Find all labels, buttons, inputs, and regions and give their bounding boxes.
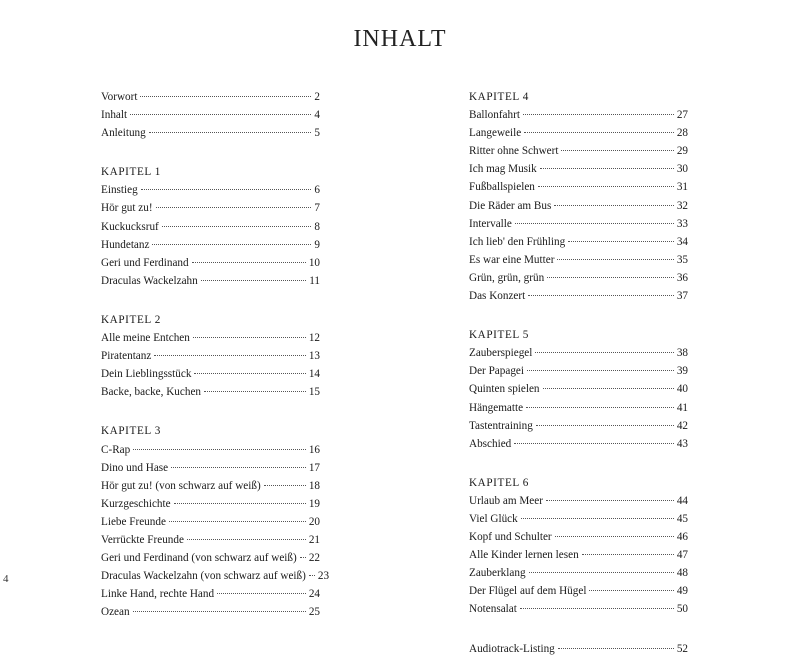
toc-entry-title: Vorwort bbox=[101, 91, 138, 103]
toc-entry bbox=[469, 124, 688, 142]
toc-entry-title: Quinten spielen bbox=[469, 383, 540, 396]
toc-entry bbox=[101, 88, 320, 106]
toc-entry-title: Es war eine Mutter bbox=[469, 253, 555, 266]
toc-entry-title: Ballonfahrt bbox=[469, 109, 520, 122]
toc-entry-title: C-Rap bbox=[101, 443, 131, 456]
dot-leader bbox=[538, 186, 674, 187]
dot-leader bbox=[527, 370, 674, 371]
dot-leader bbox=[536, 425, 674, 426]
dot-leader bbox=[217, 593, 306, 594]
toc-entry-page: 43 bbox=[676, 437, 688, 450]
toc-entry-title: Draculas Wackelzahn bbox=[101, 274, 198, 287]
toc-entry bbox=[101, 218, 320, 236]
toc-entry bbox=[469, 417, 688, 435]
toc-entry bbox=[101, 513, 320, 531]
toc-entry-page: 30 bbox=[676, 163, 688, 176]
toc-entry-page: 41 bbox=[676, 401, 688, 414]
toc-entry-title: Hör gut zu! bbox=[101, 202, 153, 215]
toc-entry-title: Dein Lieblingsstück bbox=[101, 368, 192, 381]
toc-entry-title: Kopf und Schulter bbox=[469, 531, 552, 544]
toc-entry-page: 5 bbox=[314, 127, 320, 140]
toc-entry bbox=[101, 531, 320, 549]
toc-entry-page: 37 bbox=[676, 290, 688, 303]
dot-leader bbox=[546, 500, 674, 501]
toc-chapter-4 bbox=[469, 88, 688, 305]
toc-entry-title: Abschied bbox=[469, 437, 512, 450]
dot-leader bbox=[130, 114, 311, 115]
dot-leader bbox=[133, 449, 306, 450]
dot-leader bbox=[187, 539, 306, 540]
toc-entry-page: 4 bbox=[314, 109, 320, 122]
chapter-heading: KAPITEL 5 bbox=[469, 329, 529, 342]
toc-entry-title: Anleitung bbox=[101, 127, 146, 140]
toc-entry-page: 25 bbox=[308, 606, 320, 619]
toc-entry bbox=[469, 287, 688, 305]
toc-entry bbox=[469, 160, 688, 178]
toc-entry bbox=[101, 477, 320, 495]
toc-entry-page: 40 bbox=[676, 383, 688, 396]
toc-entry-page: 32 bbox=[676, 199, 688, 212]
toc-entry-title: Alle Kinder lernen lesen bbox=[469, 549, 579, 562]
toc-entry-page: 21 bbox=[308, 533, 320, 546]
toc-entry-title: Langeweile bbox=[469, 127, 522, 140]
dot-leader bbox=[156, 207, 312, 208]
toc-appendix-group bbox=[469, 640, 688, 658]
toc-entry bbox=[101, 106, 320, 124]
toc-entry-title: Alle meine Entchen bbox=[101, 332, 190, 345]
dot-leader bbox=[141, 189, 312, 190]
toc-left-column bbox=[101, 88, 330, 621]
dot-leader bbox=[149, 132, 312, 133]
toc-entry-page: 46 bbox=[676, 531, 688, 544]
dot-leader bbox=[543, 388, 674, 389]
toc-entry bbox=[469, 510, 688, 528]
toc-chapter-5 bbox=[469, 326, 688, 453]
dot-leader bbox=[193, 337, 306, 338]
toc-entry-page: 9 bbox=[314, 238, 320, 251]
toc-entry bbox=[469, 546, 688, 564]
toc-entry-title: Ich lieb' den Frühling bbox=[469, 235, 566, 248]
toc-entry-title: Backe, backe, Kuchen bbox=[101, 386, 202, 399]
toc-entry bbox=[469, 435, 688, 453]
toc-entry-page: 16 bbox=[308, 443, 320, 456]
toc-entry-title: Ich mag Musik bbox=[469, 163, 537, 176]
toc-entry bbox=[101, 181, 320, 199]
dot-leader bbox=[529, 572, 674, 573]
toc-entry-page: 23 bbox=[317, 570, 330, 583]
dot-leader bbox=[169, 521, 306, 522]
toc-entry-page: 44 bbox=[676, 494, 688, 507]
dot-leader bbox=[162, 226, 312, 227]
dot-leader bbox=[194, 373, 305, 374]
toc-entry-title: Hör gut zu! (von schwarz auf weiß) bbox=[101, 479, 261, 492]
toc-entry-title: Kurzgeschichte bbox=[101, 497, 171, 510]
toc-entry-title: Ozean bbox=[101, 606, 130, 619]
toc-entry bbox=[101, 236, 320, 254]
toc-entry-title: Intervalle bbox=[469, 217, 512, 230]
toc-entry-title: Zauberspiegel bbox=[469, 347, 533, 360]
dot-leader bbox=[582, 554, 674, 555]
toc-entry bbox=[469, 178, 688, 196]
dot-leader bbox=[514, 443, 674, 444]
toc-entry bbox=[101, 603, 320, 621]
toc-entry bbox=[469, 582, 688, 600]
dot-leader bbox=[555, 536, 674, 537]
toc-entry-page: 42 bbox=[676, 419, 688, 432]
toc-chapter-6 bbox=[469, 474, 688, 619]
dot-leader bbox=[557, 259, 673, 260]
toc-chapter-2 bbox=[101, 311, 320, 401]
toc-entry bbox=[469, 362, 688, 380]
toc-entry-title: Piratentanz bbox=[101, 350, 152, 363]
dot-leader bbox=[174, 503, 306, 504]
dot-leader bbox=[535, 352, 673, 353]
toc-entry-page: 15 bbox=[308, 386, 320, 399]
toc-entry bbox=[101, 347, 320, 365]
toc-entry bbox=[101, 495, 320, 513]
toc-entry-title: Inhalt bbox=[101, 109, 128, 122]
dot-leader bbox=[547, 277, 674, 278]
toc-entry bbox=[101, 585, 320, 603]
toc-entry-title: Geri und Ferdinand (von schwarz auf weiß) bbox=[101, 552, 297, 565]
toc-entry bbox=[101, 567, 330, 585]
dot-leader bbox=[554, 205, 673, 206]
toc-entry bbox=[469, 215, 688, 233]
toc-entry-page: 6 bbox=[314, 184, 320, 197]
toc-entry bbox=[101, 549, 320, 567]
toc-entry bbox=[469, 233, 688, 251]
toc-entry-page: 33 bbox=[676, 217, 688, 230]
toc-entry bbox=[101, 383, 320, 401]
dot-leader bbox=[540, 168, 674, 169]
toc-entry-title: Dino und Hase bbox=[101, 461, 169, 474]
toc-entry bbox=[101, 441, 320, 459]
chapter-heading: KAPITEL 6 bbox=[469, 476, 529, 489]
toc-entry-title: Viel Glück bbox=[469, 512, 518, 525]
dot-leader bbox=[528, 295, 674, 296]
dot-leader bbox=[154, 355, 305, 356]
toc-entry bbox=[469, 564, 688, 582]
toc-intro-group bbox=[101, 88, 320, 142]
toc-entry-title: Der Papagei bbox=[469, 365, 524, 378]
toc-entry-page: 45 bbox=[676, 512, 688, 525]
toc-entry-title: Tastentraining bbox=[469, 419, 533, 432]
toc-entry-page: 24 bbox=[308, 588, 320, 601]
dot-leader bbox=[520, 608, 674, 609]
toc-entry-page: 12 bbox=[308, 332, 320, 345]
toc-entry-page: 20 bbox=[308, 515, 320, 528]
toc-entry-title: Der Flügel auf dem Hügel bbox=[469, 585, 587, 598]
toc-entry-page: 11 bbox=[309, 274, 320, 287]
toc-chapter-1 bbox=[101, 163, 320, 290]
toc-entry-title: Linke Hand, rechte Hand bbox=[101, 588, 215, 601]
toc-entry-title: Ritter ohne Schwert bbox=[469, 145, 559, 158]
toc-entry-page: 39 bbox=[676, 365, 688, 378]
toc-entry-page: 19 bbox=[308, 497, 320, 510]
toc-entry-page: 2 bbox=[314, 91, 320, 103]
toc-entry-title: Die Räder am Bus bbox=[469, 199, 552, 212]
dot-leader bbox=[524, 132, 674, 133]
toc-entry bbox=[101, 254, 320, 272]
toc-entry bbox=[469, 380, 688, 398]
toc-entry-page: 10 bbox=[308, 256, 320, 269]
toc-entry-title: Fußballspielen bbox=[469, 181, 535, 194]
toc-entry-title: Liebe Freunde bbox=[101, 515, 166, 528]
toc-entry-title: Hängematte bbox=[469, 401, 524, 414]
toc-entry-page: 48 bbox=[676, 567, 688, 580]
toc-entry-page: 31 bbox=[676, 181, 688, 194]
toc-entry-page: 27 bbox=[676, 109, 688, 122]
toc-entry-page: 8 bbox=[314, 220, 320, 233]
toc-entry bbox=[469, 640, 688, 658]
dot-leader bbox=[521, 518, 674, 519]
toc-entry-page: 35 bbox=[676, 253, 688, 266]
toc-entry bbox=[469, 142, 688, 160]
toc-entry-title: Einstieg bbox=[101, 184, 138, 197]
dot-leader bbox=[526, 407, 674, 408]
toc-entry-title: Geri und Ferdinand bbox=[101, 256, 189, 269]
toc-entry-title: Verrückte Freunde bbox=[101, 533, 184, 546]
toc-entry bbox=[101, 272, 320, 290]
dot-leader bbox=[589, 590, 673, 591]
chapter-heading: KAPITEL 2 bbox=[101, 313, 161, 326]
page-title: INHALT bbox=[353, 26, 447, 52]
toc-entry-page: 18 bbox=[308, 479, 320, 492]
toc-entry-title: Kuckucksruf bbox=[101, 220, 159, 233]
toc-entry-title: Das Konzert bbox=[469, 290, 526, 303]
toc-entry bbox=[469, 106, 688, 124]
chapter-heading: KAPITEL 1 bbox=[101, 166, 161, 179]
dot-leader bbox=[309, 575, 315, 576]
chapter-heading: KAPITEL 4 bbox=[469, 91, 529, 103]
toc-right-column bbox=[469, 88, 688, 658]
chapter-heading: KAPITEL 3 bbox=[101, 425, 161, 438]
toc-entry-page: 7 bbox=[314, 202, 320, 215]
toc-entry-page: 38 bbox=[676, 347, 688, 360]
toc-entry-title: Urlaub am Meer bbox=[469, 494, 543, 507]
dot-leader bbox=[568, 241, 674, 242]
dot-leader bbox=[171, 467, 306, 468]
toc-entry bbox=[101, 365, 320, 383]
page-number: 4 bbox=[3, 573, 9, 585]
dot-leader bbox=[201, 280, 306, 281]
dot-leader bbox=[204, 391, 306, 392]
toc-entry-page: 29 bbox=[676, 145, 688, 158]
dot-leader bbox=[515, 223, 674, 224]
dot-leader bbox=[140, 96, 311, 97]
toc-entry bbox=[469, 269, 688, 287]
toc-chapter-3 bbox=[101, 422, 330, 621]
toc-entry-page: 14 bbox=[308, 368, 320, 381]
toc-entry-page: 36 bbox=[676, 271, 688, 284]
dot-leader bbox=[152, 244, 311, 245]
toc-entry-page: 49 bbox=[676, 585, 688, 598]
dot-leader bbox=[558, 648, 674, 649]
toc-entry bbox=[101, 124, 320, 142]
toc-entry-page: 17 bbox=[308, 461, 320, 474]
toc-entry-page: 52 bbox=[676, 642, 688, 655]
dot-leader bbox=[561, 150, 673, 151]
toc-entry bbox=[469, 251, 688, 269]
dot-leader bbox=[300, 557, 306, 558]
toc-entry bbox=[101, 199, 320, 217]
toc-entry bbox=[101, 459, 320, 477]
toc-entry-page: 47 bbox=[676, 549, 688, 562]
dot-leader bbox=[192, 262, 306, 263]
toc-entry-title: Audiotrack-Listing bbox=[469, 642, 555, 655]
toc-entry-title: Hundetanz bbox=[101, 238, 150, 251]
toc-entry bbox=[469, 528, 688, 546]
toc-entry-title: Zauberklang bbox=[469, 567, 526, 580]
toc-entry-page: 50 bbox=[676, 603, 688, 616]
toc-entry bbox=[469, 399, 688, 417]
toc-entry-page: 34 bbox=[676, 235, 688, 248]
toc-entry-page: 22 bbox=[308, 552, 320, 565]
toc-entry-page: 13 bbox=[308, 350, 320, 363]
toc-entry-title: Draculas Wackelzahn (von schwarz auf weiß) bbox=[101, 570, 306, 583]
toc-entry-title: Grün, grün, grün bbox=[469, 271, 545, 284]
toc-entry-page: 28 bbox=[676, 127, 688, 140]
dot-leader bbox=[264, 485, 306, 486]
toc-entry bbox=[469, 492, 688, 510]
toc-entry bbox=[101, 329, 320, 347]
dot-leader bbox=[523, 114, 674, 115]
toc-entry bbox=[469, 600, 688, 618]
dot-leader bbox=[133, 611, 306, 612]
toc-entry bbox=[469, 197, 688, 215]
toc-entry-title: Notensalat bbox=[469, 603, 517, 616]
toc-entry bbox=[469, 344, 688, 362]
